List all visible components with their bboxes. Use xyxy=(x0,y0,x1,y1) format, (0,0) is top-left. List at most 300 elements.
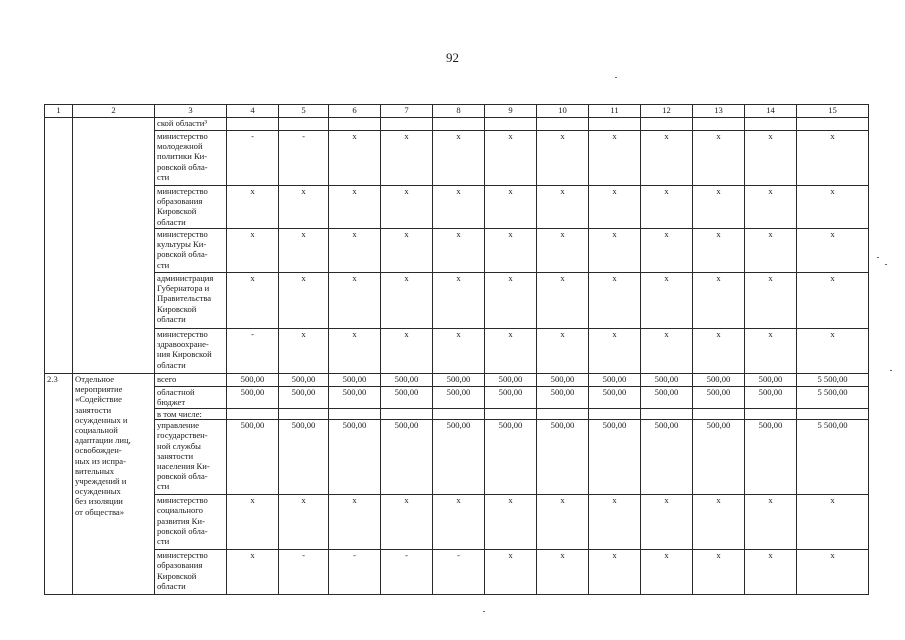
value-text: x xyxy=(830,273,835,283)
value-cell xyxy=(227,420,279,495)
value-text: 500,00 xyxy=(550,420,575,431)
value-cell xyxy=(433,186,485,229)
value-cell xyxy=(381,329,433,374)
column-number-3: 3 xyxy=(155,105,227,118)
value-text: x xyxy=(250,186,255,196)
column-number-15: 15 xyxy=(797,105,869,118)
value-cell xyxy=(279,273,329,329)
value-text: x xyxy=(612,550,617,561)
value-cell xyxy=(485,374,537,387)
value-text: x xyxy=(352,495,357,506)
value-cell xyxy=(589,273,641,329)
table-row xyxy=(45,387,869,409)
value-text: 500,00 xyxy=(550,374,575,384)
value-text: x xyxy=(301,329,306,339)
value-text: x xyxy=(716,550,721,561)
value-text: x xyxy=(560,186,565,196)
value-text: 500,00 xyxy=(706,374,731,384)
value-text: x xyxy=(301,495,306,506)
value-cell xyxy=(641,229,693,273)
value-cell xyxy=(433,550,485,595)
value-cell xyxy=(797,550,869,595)
page-number: 92 xyxy=(446,50,459,65)
value-text: x xyxy=(250,229,255,239)
value-cell xyxy=(279,118,329,131)
value-text: 500,00 xyxy=(240,374,265,384)
value-cell xyxy=(537,131,589,186)
value-cell xyxy=(329,550,381,595)
value-cell xyxy=(279,186,329,229)
value-text: x xyxy=(250,273,255,283)
value-text: x xyxy=(456,131,461,141)
value-cell xyxy=(433,273,485,329)
value-cell xyxy=(433,118,485,131)
recipient-text: в том числе: xyxy=(157,409,202,419)
recipient-text: управление государствен- ной службы занятости населения Ки- ровской обла- сти xyxy=(157,420,210,492)
table-row xyxy=(45,329,869,374)
value-text: 500,00 xyxy=(342,387,367,397)
value-text: x xyxy=(716,229,721,239)
value-text: 500,00 xyxy=(602,387,627,397)
column-number-4: 4 xyxy=(227,105,279,118)
recipient-text: министерство культуры Ки- ровской обла- сти xyxy=(157,229,208,270)
measure-name-text: Отдельное мероприятие «Содействие занятости осужденных и социальной адаптации лиц, освобожден- ных из испра- вительных учреждений и осужденных без изоляции от общества» xyxy=(75,374,131,517)
value-text: x xyxy=(456,229,461,239)
value-cell xyxy=(745,186,797,229)
value-cell xyxy=(329,229,381,273)
value-cell xyxy=(797,229,869,273)
value-text: 500,00 xyxy=(446,420,471,431)
value-text: x xyxy=(404,273,409,283)
value-cell xyxy=(693,387,745,409)
value-text: x xyxy=(404,131,409,141)
value-cell xyxy=(641,495,693,550)
column-number-5: 5 xyxy=(279,105,329,118)
column-number-7: 7 xyxy=(381,105,433,118)
value-text: 500,00 xyxy=(602,420,627,431)
value-text: - xyxy=(302,550,305,561)
table-row xyxy=(45,118,869,131)
value-cell xyxy=(279,229,329,273)
value-text: 500,00 xyxy=(240,387,265,397)
value-cell xyxy=(433,409,485,420)
value-cell xyxy=(589,329,641,374)
value-text: x xyxy=(508,229,513,239)
value-text: 500,00 xyxy=(758,387,783,397)
value-text: x xyxy=(352,131,357,141)
value-cell xyxy=(589,420,641,495)
empty-number-cell xyxy=(45,118,73,374)
value-text: x xyxy=(301,273,306,283)
value-text: 500,00 xyxy=(240,420,265,431)
value-text: 500,00 xyxy=(602,374,627,384)
value-cell xyxy=(279,387,329,409)
value-text: 500,00 xyxy=(342,420,367,431)
value-cell xyxy=(485,229,537,273)
value-cell xyxy=(537,273,589,329)
value-cell xyxy=(589,374,641,387)
value-cell xyxy=(381,118,433,131)
value-cell xyxy=(797,186,869,229)
value-cell xyxy=(227,550,279,595)
value-cell xyxy=(797,374,869,387)
value-text: 500,00 xyxy=(654,420,679,431)
value-cell xyxy=(485,118,537,131)
value-text: x xyxy=(404,229,409,239)
value-cell xyxy=(381,550,433,595)
column-number-10: 10 xyxy=(537,105,589,118)
value-text: x xyxy=(716,495,721,506)
value-cell xyxy=(797,118,869,131)
value-cell xyxy=(329,409,381,420)
value-cell xyxy=(589,131,641,186)
column-number-row xyxy=(45,105,869,118)
value-cell xyxy=(433,420,485,495)
value-text: x xyxy=(508,550,513,561)
value-text: x xyxy=(716,186,721,196)
value-cell xyxy=(745,495,797,550)
value-text: x xyxy=(664,329,669,339)
value-cell xyxy=(279,420,329,495)
value-cell xyxy=(589,495,641,550)
value-cell xyxy=(381,409,433,420)
value-text: x xyxy=(612,495,617,506)
value-text: x xyxy=(830,131,835,141)
recipient-cell xyxy=(155,409,227,420)
value-text: - xyxy=(457,550,460,561)
value-cell xyxy=(641,387,693,409)
table-row xyxy=(45,229,869,273)
value-text: x xyxy=(664,495,669,506)
value-cell xyxy=(227,273,279,329)
value-cell xyxy=(227,329,279,374)
value-cell xyxy=(381,273,433,329)
value-text: 500,00 xyxy=(654,374,679,384)
value-cell xyxy=(485,550,537,595)
recipient-cell xyxy=(155,495,227,550)
value-text: x xyxy=(250,550,255,561)
value-text: x xyxy=(664,186,669,196)
recipient-cell xyxy=(155,229,227,273)
column-number-11: 11 xyxy=(589,105,641,118)
value-cell xyxy=(641,550,693,595)
value-text: x xyxy=(768,550,773,561)
value-cell xyxy=(693,273,745,329)
value-cell xyxy=(279,550,329,595)
recipient-text: ской области³ xyxy=(157,118,207,128)
value-cell xyxy=(745,329,797,374)
value-cell xyxy=(797,273,869,329)
value-text: 500,00 xyxy=(446,374,471,384)
column-number-2: 2 xyxy=(73,105,155,118)
value-cell xyxy=(537,186,589,229)
value-cell xyxy=(537,550,589,595)
value-cell xyxy=(381,495,433,550)
value-cell xyxy=(279,409,329,420)
value-text: - xyxy=(302,131,305,141)
value-cell xyxy=(433,495,485,550)
value-cell xyxy=(745,229,797,273)
value-text: x xyxy=(716,131,721,141)
value-cell xyxy=(433,374,485,387)
value-cell xyxy=(797,420,869,495)
value-text: 500,00 xyxy=(446,387,471,397)
value-text: - xyxy=(353,550,356,561)
value-cell xyxy=(279,131,329,186)
recipient-text: министерство образования Кировской области xyxy=(157,186,208,227)
recipient-text: всего xyxy=(157,374,177,384)
column-number-14: 14 xyxy=(745,105,797,118)
value-cell xyxy=(537,495,589,550)
value-text: x xyxy=(612,229,617,239)
value-text: 5 500,00 xyxy=(817,387,848,397)
value-text: x xyxy=(560,229,565,239)
value-text: x xyxy=(508,329,513,339)
table-row xyxy=(45,495,869,550)
value-text: 500,00 xyxy=(706,420,731,431)
column-number-12: 12 xyxy=(641,105,693,118)
value-text: x xyxy=(716,273,721,283)
value-text: x xyxy=(664,550,669,561)
value-text: x xyxy=(508,495,513,506)
value-text: x xyxy=(301,229,306,239)
value-text: x xyxy=(301,186,306,196)
value-text: - xyxy=(405,550,408,561)
value-cell xyxy=(485,131,537,186)
value-text: x xyxy=(456,329,461,339)
value-cell xyxy=(537,420,589,495)
value-cell xyxy=(589,229,641,273)
value-text: 500,00 xyxy=(498,374,523,384)
value-cell xyxy=(381,420,433,495)
value-text: x xyxy=(404,186,409,196)
value-text: x xyxy=(456,273,461,283)
value-cell xyxy=(797,387,869,409)
value-text: x xyxy=(508,273,513,283)
value-cell xyxy=(537,329,589,374)
value-text: x xyxy=(352,186,357,196)
value-cell xyxy=(537,229,589,273)
value-cell xyxy=(745,118,797,131)
value-cell xyxy=(227,186,279,229)
value-text: 500,00 xyxy=(342,374,367,384)
value-cell xyxy=(329,329,381,374)
value-cell xyxy=(693,229,745,273)
value-cell xyxy=(537,374,589,387)
value-cell xyxy=(641,273,693,329)
value-cell xyxy=(537,387,589,409)
value-text: 500,00 xyxy=(498,387,523,397)
value-text: 500,00 xyxy=(758,374,783,384)
value-cell xyxy=(381,387,433,409)
value-text: x xyxy=(768,329,773,339)
value-cell xyxy=(485,495,537,550)
value-text: 500,00 xyxy=(394,387,419,397)
value-cell xyxy=(227,495,279,550)
value-text: x xyxy=(612,186,617,196)
value-text: x xyxy=(612,329,617,339)
column-number-6: 6 xyxy=(329,105,381,118)
recipient-text: министерство здравоохране- ния Кировской области xyxy=(157,329,212,370)
table-row xyxy=(45,131,869,186)
value-cell xyxy=(745,131,797,186)
value-text: x xyxy=(716,329,721,339)
value-text: x xyxy=(560,131,565,141)
value-cell xyxy=(433,229,485,273)
measure-number: 2.3 xyxy=(45,374,73,595)
value-cell xyxy=(693,550,745,595)
value-cell xyxy=(227,374,279,387)
value-cell xyxy=(693,186,745,229)
value-text: x xyxy=(560,273,565,283)
table-row xyxy=(45,186,869,229)
value-text: x xyxy=(768,229,773,239)
value-cell xyxy=(745,420,797,495)
value-text: 5 500,00 xyxy=(817,420,848,431)
recipient-cell xyxy=(155,273,227,329)
value-text: 500,00 xyxy=(291,387,316,397)
value-text: x xyxy=(768,495,773,506)
recipient-cell xyxy=(155,329,227,374)
value-cell xyxy=(381,374,433,387)
table-row xyxy=(45,273,869,329)
value-text: 500,00 xyxy=(550,387,575,397)
value-cell xyxy=(589,186,641,229)
value-cell xyxy=(641,118,693,131)
value-text: x xyxy=(830,495,835,506)
value-cell xyxy=(641,186,693,229)
value-cell xyxy=(485,420,537,495)
recipient-text: администрация Губернатора и Правительства Кировской области xyxy=(157,273,214,324)
value-cell xyxy=(381,131,433,186)
value-cell xyxy=(797,131,869,186)
value-cell xyxy=(485,409,537,420)
table-row xyxy=(45,374,869,387)
value-cell xyxy=(641,329,693,374)
value-cell xyxy=(329,420,381,495)
measure-name xyxy=(73,374,155,595)
value-text: - xyxy=(251,131,254,141)
value-text: x xyxy=(664,131,669,141)
recipient-text: министерство образования Кировской области xyxy=(157,550,208,591)
value-text: x xyxy=(404,329,409,339)
value-cell xyxy=(797,409,869,420)
value-cell xyxy=(329,273,381,329)
value-text: 500,00 xyxy=(291,420,316,431)
table-row xyxy=(45,420,869,495)
value-cell xyxy=(227,409,279,420)
value-text: x xyxy=(508,131,513,141)
recipient-text: министерство социального развития Ки- ровской обла- сти xyxy=(157,495,208,547)
value-cell xyxy=(433,329,485,374)
value-cell xyxy=(589,550,641,595)
value-text: x xyxy=(768,186,773,196)
value-text: x xyxy=(612,273,617,283)
recipient-cell xyxy=(155,118,227,131)
recipient-cell xyxy=(155,186,227,229)
value-cell xyxy=(693,374,745,387)
value-cell xyxy=(693,329,745,374)
value-text: x xyxy=(560,329,565,339)
value-cell xyxy=(433,387,485,409)
recipient-text: министерство молодежной политики Ки- ровской обла- сти xyxy=(157,131,208,182)
value-text: x xyxy=(768,273,773,283)
value-cell xyxy=(797,495,869,550)
value-cell xyxy=(485,186,537,229)
value-text: 500,00 xyxy=(498,420,523,431)
value-text: x xyxy=(352,273,357,283)
value-cell xyxy=(329,186,381,229)
value-text: 500,00 xyxy=(394,420,419,431)
value-text: x xyxy=(560,495,565,506)
value-cell xyxy=(745,374,797,387)
value-text: 500,00 xyxy=(706,387,731,397)
value-text: 500,00 xyxy=(758,420,783,431)
value-cell xyxy=(589,118,641,131)
value-cell xyxy=(329,374,381,387)
value-text: x xyxy=(830,550,835,561)
value-text: x xyxy=(830,329,835,339)
value-text: - xyxy=(251,329,254,339)
value-cell xyxy=(641,131,693,186)
value-cell xyxy=(485,329,537,374)
column-number-8: 8 xyxy=(433,105,485,118)
value-cell xyxy=(693,131,745,186)
value-text: 5 500,00 xyxy=(817,374,848,384)
value-text: x xyxy=(560,550,565,561)
value-cell xyxy=(279,495,329,550)
value-text: x xyxy=(352,229,357,239)
value-cell xyxy=(693,409,745,420)
value-cell xyxy=(745,387,797,409)
recipient-cell xyxy=(155,387,227,409)
value-text: x xyxy=(768,131,773,141)
table-row xyxy=(45,550,869,595)
value-text: x xyxy=(612,131,617,141)
value-cell xyxy=(381,229,433,273)
value-cell xyxy=(227,229,279,273)
value-cell xyxy=(797,329,869,374)
value-cell xyxy=(745,409,797,420)
value-cell xyxy=(641,374,693,387)
value-cell xyxy=(693,495,745,550)
value-text: 500,00 xyxy=(291,374,316,384)
value-text: x xyxy=(508,186,513,196)
empty-name-cell xyxy=(73,118,155,374)
value-cell xyxy=(329,495,381,550)
value-text: x xyxy=(352,329,357,339)
value-cell xyxy=(693,118,745,131)
value-cell xyxy=(485,387,537,409)
value-text: x xyxy=(830,186,835,196)
value-cell xyxy=(433,131,485,186)
recipient-text: областной бюджет xyxy=(157,387,195,408)
recipient-cell xyxy=(155,550,227,595)
value-cell xyxy=(279,329,329,374)
value-cell xyxy=(745,550,797,595)
value-text: x xyxy=(664,273,669,283)
budget-table xyxy=(44,104,869,595)
value-cell xyxy=(641,409,693,420)
value-text: 500,00 xyxy=(654,387,679,397)
value-text: x xyxy=(250,495,255,506)
value-cell xyxy=(227,387,279,409)
value-cell xyxy=(537,118,589,131)
value-text: x xyxy=(830,229,835,239)
value-cell xyxy=(279,374,329,387)
value-cell xyxy=(641,420,693,495)
value-cell xyxy=(589,409,641,420)
